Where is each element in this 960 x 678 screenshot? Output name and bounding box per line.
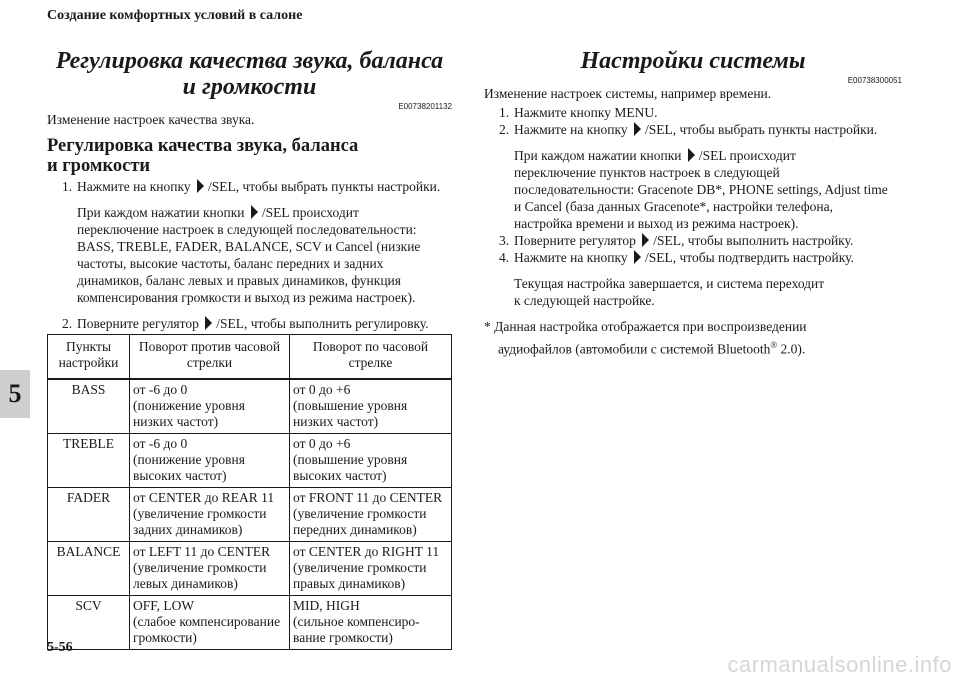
header-items: Пункты настройки — [48, 335, 130, 380]
rotary-knob-icon — [633, 250, 642, 264]
left-title: Регулировка качества звука, баланса и громкости — [55, 48, 444, 100]
next-track-button-icon — [250, 205, 259, 219]
next-track-button-icon — [687, 148, 696, 162]
table-row: BALANCE от LEFT 11 до CENTER (увеличение громкости левых динамиков) от CENTER до RIGHT 11 (увеличение громкости правых динамиков) — [48, 542, 452, 596]
table-row: BASS от -6 до 0 (понижение уровня низких частот) от 0 до +6 (повышение уровня низких частот) — [48, 379, 452, 434]
next-track-button-icon — [196, 179, 205, 193]
right-column — [484, 48, 902, 359]
section-header: Создание комфортных условий в салоне — [47, 8, 303, 23]
left-step-2: 2. Поверните регулятор /SEL, чтобы выполнить регулировку. — [62, 316, 429, 331]
left-step-1: 1. Нажмите на кнопку /SEL, чтобы выбрать пункты настройки. — [62, 179, 441, 194]
right-intro: Изменение настроек системы, например времени. — [484, 86, 772, 101]
right-step-4: 4. Нажмите на кнопку /SEL, чтобы подтвердить настройку. — [499, 250, 854, 265]
footnote: * Данная настройка отображается при воспроизведении аудиофайлов (автомобили с системой Bluetooth® 2.0). — [484, 319, 807, 357]
left-steps-2 — [47, 315, 452, 332]
right-title: Настройки системы — [580, 48, 806, 74]
table-header-row — [48, 335, 452, 380]
right-step-2: 2. Нажмите на кнопку /SEL, чтобы выбрать пункты настройки. — [499, 122, 878, 137]
left-steps — [47, 178, 452, 195]
left-note-1: При каждом нажатии кнопки /SEL происходит переключение настроек в следующей последовательности: BASS, TREBLE, FADER, BALANCE, SCV и Cancel (низкие частоты, высокие частоты, баланс передних и задних динамиков, баланс левых и правых динамиков, функция компенсирования громкости и выход из режима настроек). — [77, 205, 421, 305]
sound-settings-table — [47, 334, 452, 650]
watermark: carmanualsonline.info — [727, 652, 952, 677]
left-section-code: E00738201132 — [398, 102, 452, 111]
table-row: TREBLE от -6 до 0 (понижение уровня высоких частот) от 0 до +6 (повышение уровня высоких частот) — [48, 434, 452, 488]
left-intro: Изменение настроек качества звука. — [47, 112, 255, 127]
table-row: FADER от CENTER до REAR 11 (увеличение громкости задних динамиков) от FRONT 11 до CENTER (увеличение громкости передних динамиков) — [48, 488, 452, 542]
right-note-2: Текущая настройка завершается, и система переходит к следующей настройке. — [514, 276, 825, 308]
right-steps-2 — [484, 232, 902, 266]
rotary-knob-icon — [641, 233, 650, 247]
header-cw: Поворот по часовой стрелке — [290, 335, 452, 380]
rotary-knob-icon — [204, 316, 213, 330]
left-subtitle: Регулировка качества звука, баланса и громкости — [47, 136, 359, 176]
right-note-1: При каждом нажатии кнопки /SEL происходит переключение пунктов настроек в следующей последовательности: Gracenote DB*, PHONE settings, Adjust time и Cancel (база данных Gracenote*, настройки телефона, настройка времени и выход из режима настроек). — [514, 148, 888, 231]
right-step-3: 3. Поверните регулятор /SEL, чтобы выполнить настройку. — [499, 233, 854, 248]
right-steps — [484, 104, 902, 138]
header-ccw: Поворот против часовой стрелки — [130, 335, 290, 380]
registered-mark: ® — [770, 340, 778, 350]
right-step-1: 1. Нажмите кнопку MENU. — [499, 105, 658, 120]
next-track-button-icon — [633, 122, 642, 136]
left-column — [47, 48, 452, 332]
page-number: 5-56 — [47, 640, 73, 655]
table-row: SCV OFF, LOW (слабое компенсирование громкости) MID, HIGH (сильное компенсиро- вание громкости) — [48, 596, 452, 650]
right-section-code: E00738300051 — [847, 76, 902, 85]
chapter-tab: 5 — [0, 370, 30, 418]
